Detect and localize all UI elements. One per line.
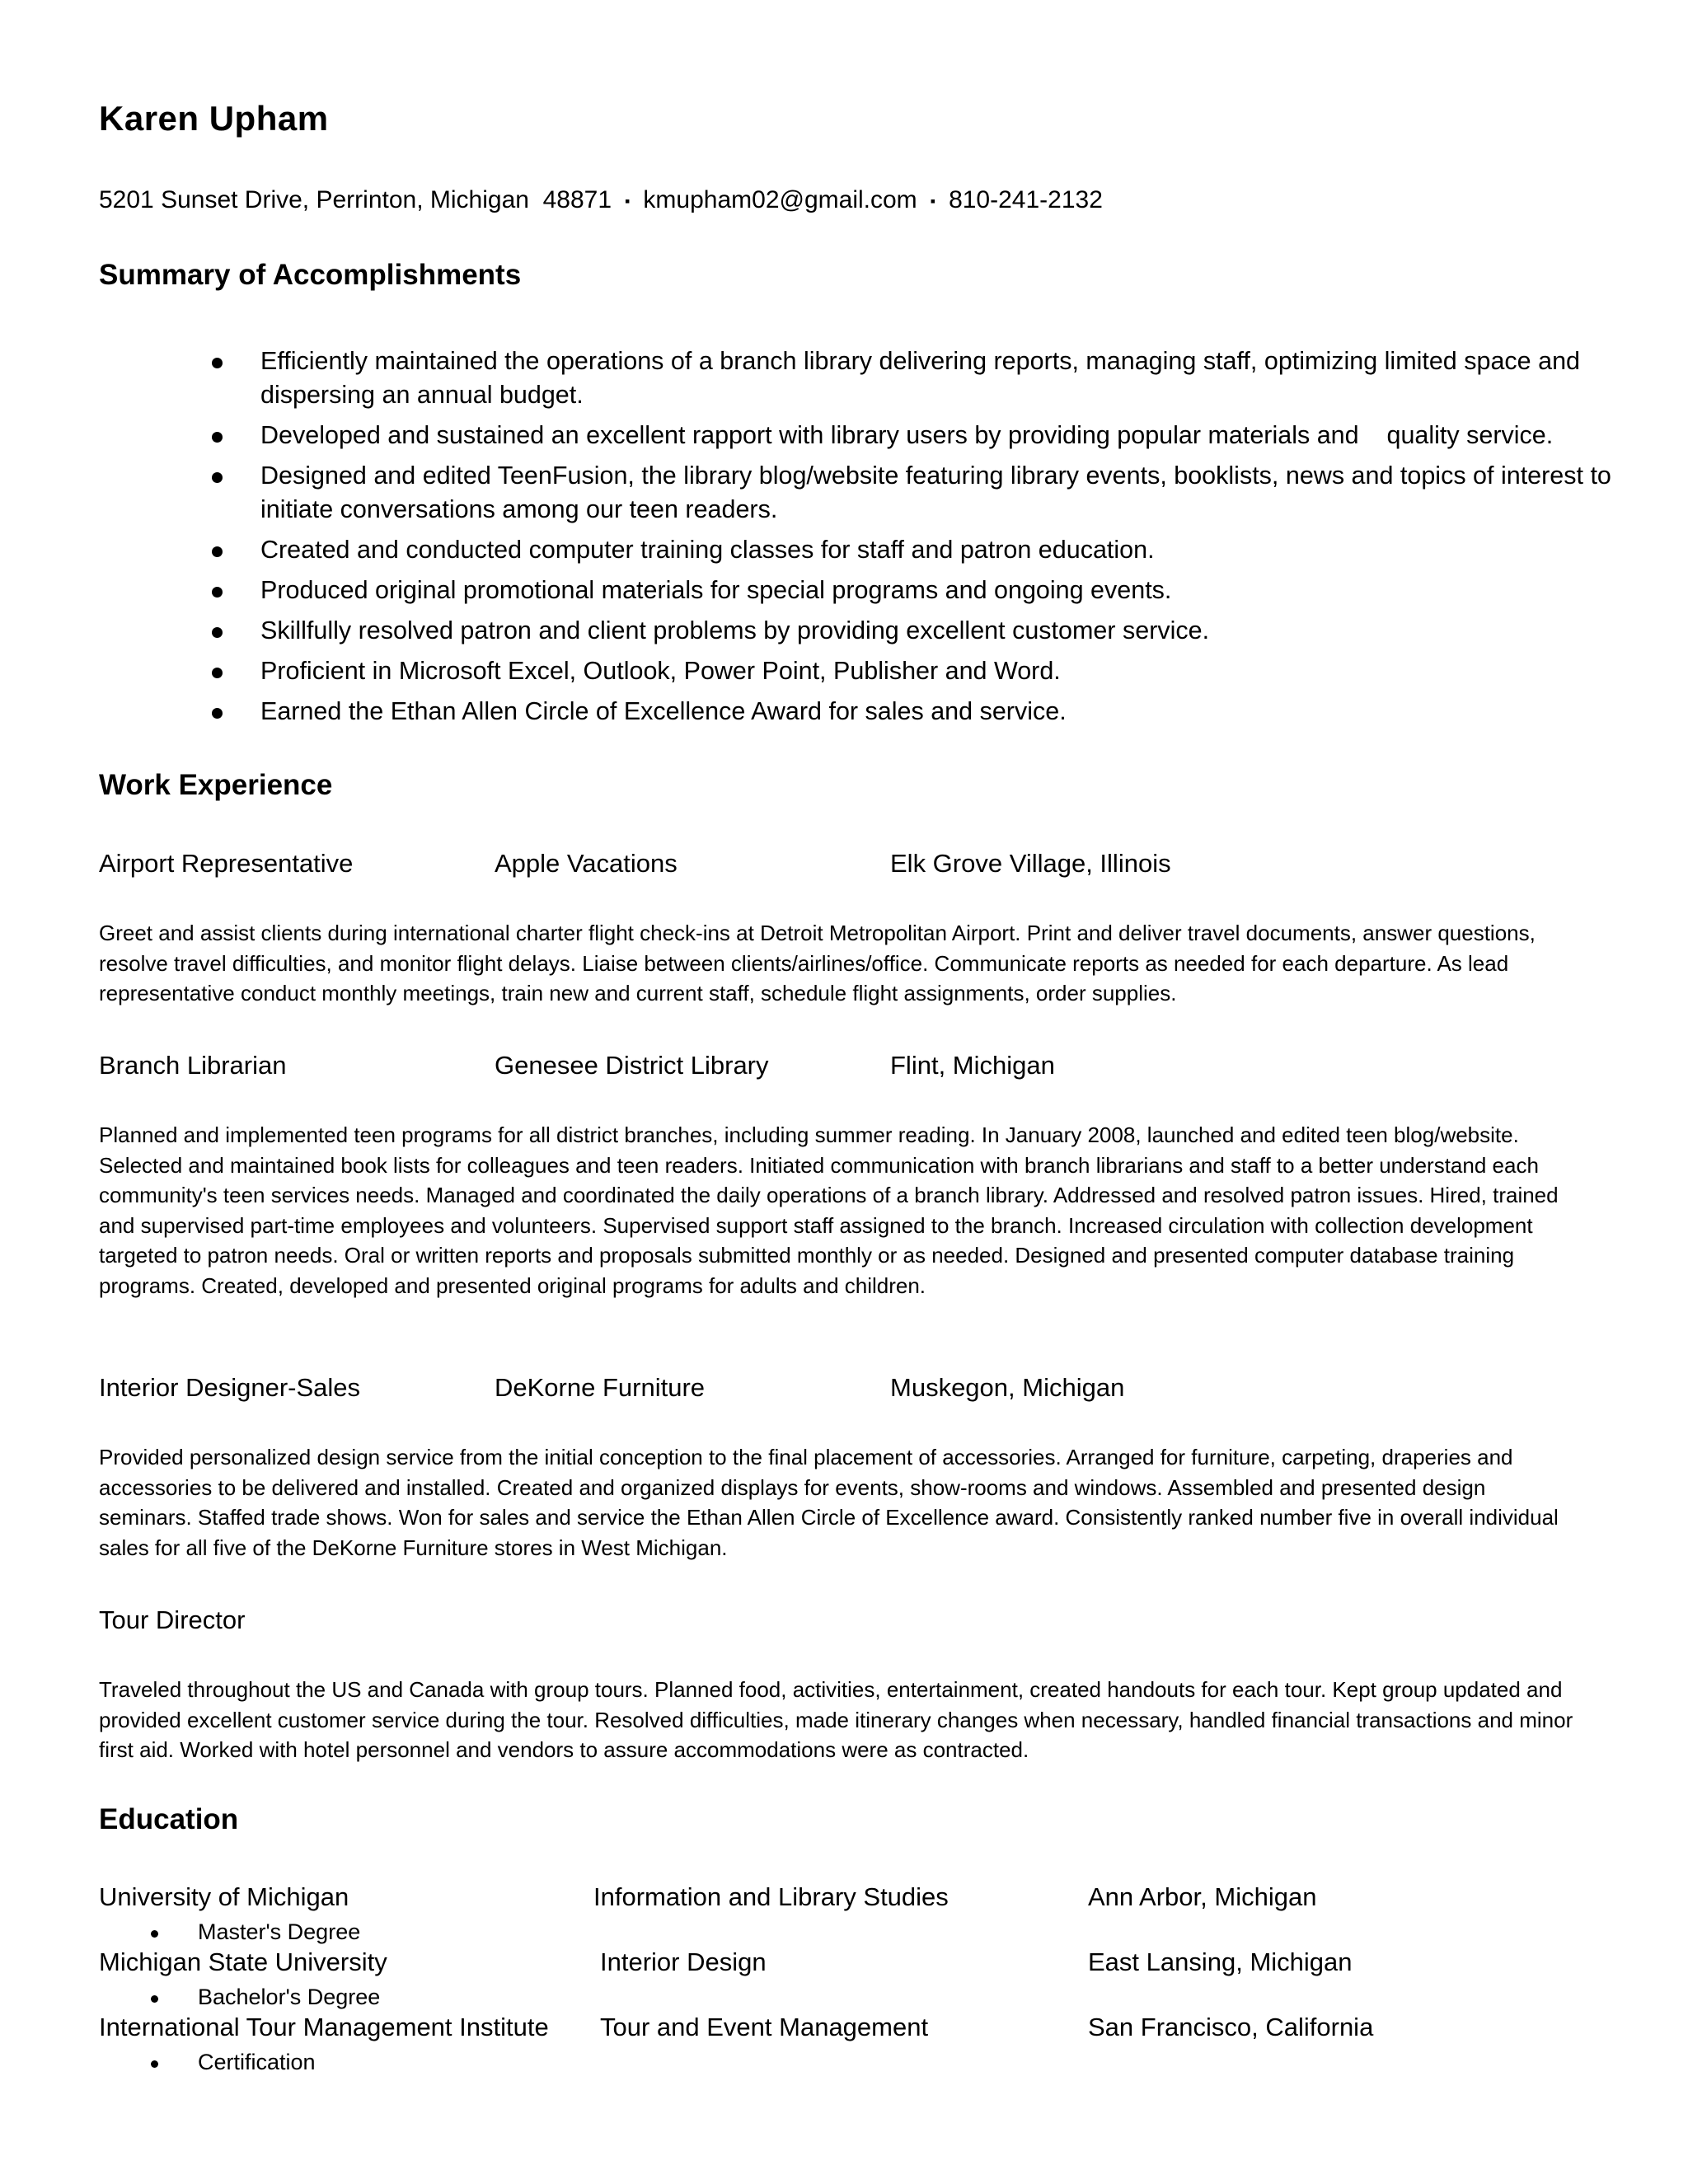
bullet-icon xyxy=(212,432,223,443)
school-name: International Tour Management Institute xyxy=(99,2013,549,2041)
job-header xyxy=(99,1051,1591,1084)
education-heading: Education xyxy=(99,1803,239,1835)
job-employer: Apple Vacations xyxy=(495,849,678,878)
summary-item xyxy=(99,574,1662,607)
job-title: Branch Librarian xyxy=(99,1051,287,1080)
summary-item-text: Earned the Ethan Allen Circle of Excellence Award for sales and service. xyxy=(260,697,1067,725)
summary-item xyxy=(99,419,1662,452)
field-of-study: Information and Library Studies xyxy=(593,1882,949,1911)
job-description: Planned and implemented teen programs for all district branches, including summer reading. In January 2008, launched and edited teen blog/website. Selected and maintained book lists for colleagues and teen readers. Initiated communication with branch librarians and staff to a better understand each community's teen services needs. Managed and coordinated the daily operations of a branch library. Addressed and resolved patron issues. Hired, trained and supervised part-time employees and volunteers. Supervised support staff assigned to the branch. Increased circulation with collection development targeted to patron needs. Oral or written reports and proposals submitted monthly or as needed. Designed and presented computer database training programs. Created, developed and presented original programs for adults and children. xyxy=(99,1122,1559,1298)
school-name: University of Michigan xyxy=(99,1882,349,1911)
job-employer: Genesee District Library xyxy=(495,1051,769,1080)
summary-item-text: Proficient in Microsoft Excel, Outlook, Power Point, Publisher and Word. xyxy=(260,657,1061,685)
bullet-icon xyxy=(151,1930,158,1938)
field-of-study: Tour and Event Management xyxy=(600,2013,929,2041)
resume-name: Karen Upham xyxy=(99,99,329,138)
summary-item xyxy=(99,533,1662,567)
summary-list xyxy=(99,344,1611,735)
resume-page xyxy=(99,0,1611,2184)
job-description: Traveled throughout the US and Canada with group tours. Planned food, activities, entertainment, created handouts for each tour. Kept group updated and provided excellent customer service during the tour. Resolved difficulties, made itinerary changes when necessary, handled financial transactions and minor first aid. Worked with hotel personnel and vendors to assure accommodations were as contracted. xyxy=(99,1677,1573,1762)
summary-item-text: Designed and edited TeenFusion, the library blog/website featuring library events, booklists, news and topics of interest to initiate conversations among our teen readers. xyxy=(260,462,1611,523)
job-description: Provided personalized design service from the initial conception to the final placement of accessories. Arranged for furniture, carpeting, draperies and accessories to be delivered and installed. Created and organized displays for events, show-rooms and windows. Assembled and presented design seminars. Staffed trade shows. Won for sales and service the Ethan Allen Circle of Excellence award. Consistently ranked number five in overall individual sales for all five of the DeKorne Furniture stores in West Michigan. xyxy=(99,1445,1559,1560)
degree-name: Bachelor's Degree xyxy=(198,1985,381,2009)
education-entry xyxy=(99,1882,1591,1915)
job-title: Interior Designer-Sales xyxy=(99,1373,361,1402)
job-header xyxy=(99,1605,1591,1638)
bullet-icon xyxy=(212,587,223,598)
summary-item-text: Created and conducted computer training classes for staff and patron education. xyxy=(260,536,1155,564)
bullet-icon xyxy=(212,546,223,557)
school-location: Ann Arbor, Michigan xyxy=(1088,1882,1317,1911)
job-description: Greet and assist clients during international charter flight check-ins at Detroit Metropolitan Airport. Print and deliver travel documents, answer questions, resolve travel difficulties, and monitor flight delays. Liaise between clients/airlines/office. Communicate reports as needed for each departure. As lead representative conduct monthly meetings, train new and current staff, schedule flight assignments, order supplies. xyxy=(99,921,1536,1005)
job-employer: DeKorne Furniture xyxy=(495,1373,706,1402)
degree-name: Certification xyxy=(198,2050,316,2074)
contact-line xyxy=(99,186,1103,214)
phone: 810-241-2132 xyxy=(949,186,1103,213)
summary-item xyxy=(99,695,1662,729)
bullet-icon xyxy=(151,2060,158,2068)
summary-item-text: Efficiently maintained the operations of a branch library delivering reports, managing staff, optimizing limited space and dispersing an annual budget. xyxy=(260,347,1580,409)
job-title: Tour Director xyxy=(99,1605,246,1634)
job-title: Airport Representative xyxy=(99,849,354,878)
degree-name: Master's Degree xyxy=(198,1919,361,1944)
job-location: Muskegon, Michigan xyxy=(890,1373,1125,1402)
summary-item xyxy=(99,614,1662,648)
school-location: San Francisco, California xyxy=(1088,2013,1374,2041)
summary-item xyxy=(99,459,1662,527)
address: 5201 Sunset Drive, Perrinton, Michigan 48871 xyxy=(99,186,612,213)
job-header xyxy=(99,849,1591,882)
job-location: Elk Grove Village, Illinois xyxy=(890,849,1171,878)
work-heading: Work Experience xyxy=(99,769,333,801)
job-header xyxy=(99,1373,1591,1406)
summary-item xyxy=(99,344,1662,412)
bullet-icon xyxy=(212,668,223,678)
summary-item-text: Skillfully resolved patron and client problems by providing excellent customer service. xyxy=(260,616,1210,644)
separator-icon: ▪ xyxy=(625,192,631,209)
school-name: Michigan State University xyxy=(99,1947,387,1976)
education-entry xyxy=(99,2013,1591,2046)
separator-icon: ▪ xyxy=(930,192,936,209)
education-entry xyxy=(99,1947,1591,1980)
bullet-icon xyxy=(212,358,223,368)
summary-heading: Summary of Accomplishments xyxy=(99,259,522,291)
bullet-icon xyxy=(212,708,223,719)
field-of-study: Interior Design xyxy=(600,1947,767,1976)
bullet-icon xyxy=(212,627,223,638)
bullet-icon xyxy=(212,472,223,483)
summary-item xyxy=(99,654,1662,688)
bullet-icon xyxy=(151,1995,158,2003)
email-link[interactable]: kmupham02@gmail.com xyxy=(643,186,917,213)
summary-item-text: Produced original promotional materials for special programs and ongoing events. xyxy=(260,576,1172,604)
job-location: Flint, Michigan xyxy=(890,1051,1055,1080)
summary-item-text: Developed and sustained an excellent rapport with library users by providing popular materials and quality service. xyxy=(260,421,1554,449)
school-location: East Lansing, Michigan xyxy=(1088,1947,1353,1976)
